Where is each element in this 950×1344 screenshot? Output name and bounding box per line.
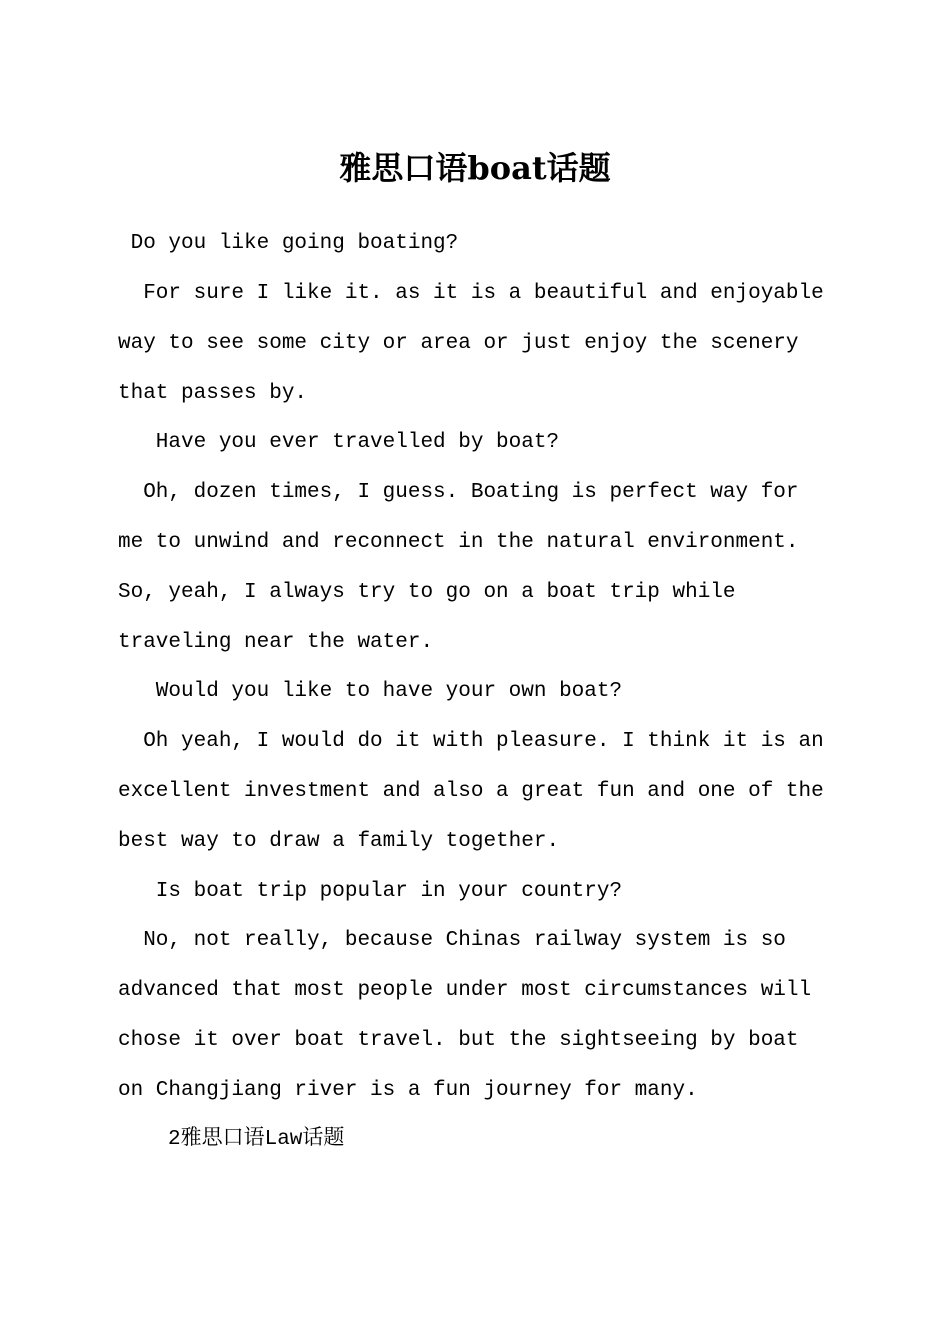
answer-1-line-1: For sure I like it. as it is a beautiful and enjoyable (118, 282, 824, 305)
question-1: Do you like going boating? (118, 232, 459, 255)
answer-1-line-2: way to see some city or area or just enjoy the scenery (118, 332, 799, 355)
section-heading: 2雅思口语Law话题 (168, 1128, 345, 1151)
answer-3-line-3: best way to draw a family together. (118, 830, 560, 853)
answer-3-line-2: excellent investment and also a great fun and one of the (118, 780, 824, 803)
answer-4-line-1: No, not really, because Chinas railway system is so (118, 929, 786, 952)
answer-2-line-3: So, yeah, I always try to go on a boat trip while (118, 581, 736, 604)
answer-3-line-1: Oh yeah, I would do it with pleasure. I think it is an (118, 730, 824, 753)
answer-1-line-3: that passes by. (118, 382, 308, 405)
answer-2-line-4: traveling near the water. (118, 631, 434, 654)
question-4: Is boat trip popular in your country? (118, 880, 623, 903)
question-2: Have you ever travelled by boat? (118, 431, 560, 454)
page-title: 雅思口语boat话题 (339, 149, 611, 187)
question-3: Would you like to have your own boat? (118, 680, 623, 703)
answer-4-line-4: on Changjiang river is a fun journey for many. (118, 1079, 698, 1102)
answer-2-line-1: Oh, dozen times, I guess. Boating is perfect way for (118, 481, 799, 504)
answer-4-line-2: advanced that most people under most circumstances will (118, 979, 812, 1002)
answer-4-line-3: chose it over boat travel. but the sightseeing by boat (118, 1029, 799, 1052)
answer-2-line-2: me to unwind and reconnect in the natural environment. (118, 531, 799, 554)
